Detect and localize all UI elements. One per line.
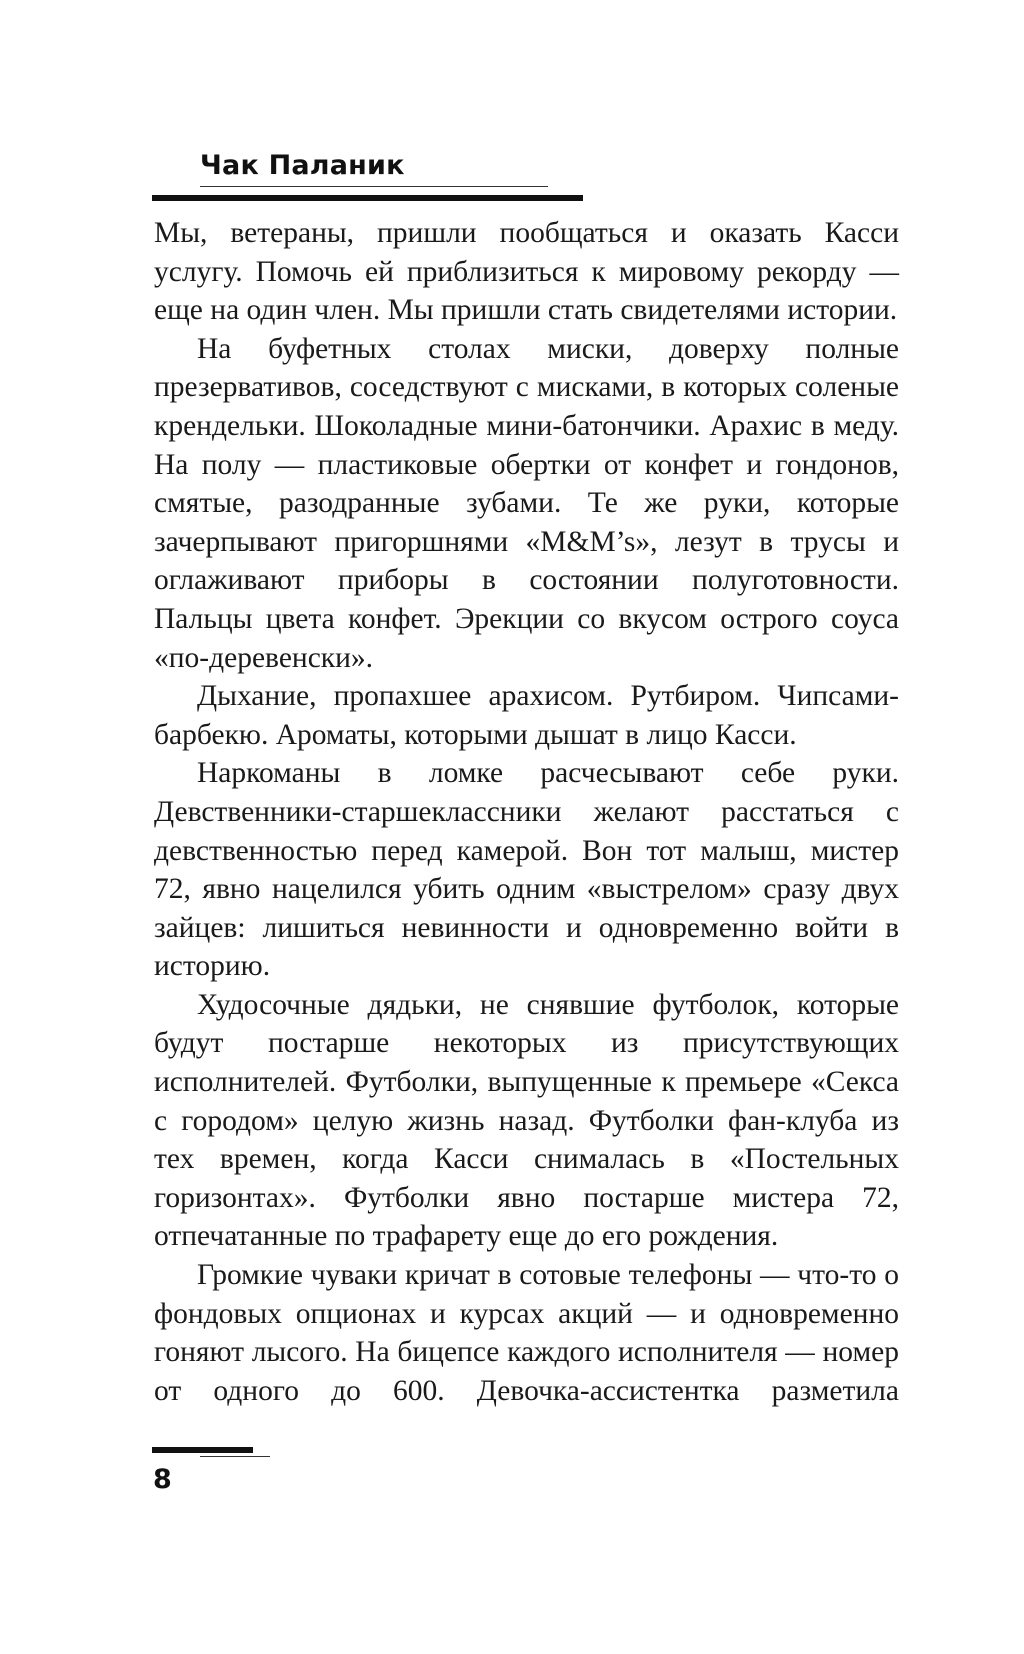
header-thin-rule bbox=[200, 186, 548, 187]
paragraph-3: Дыхание, пропахшее арахисом. Рутбиром. Чипсами-барбекю. Ароматы, которыми дышат в лицо Касси. bbox=[154, 680, 899, 751]
header-thick-rule bbox=[152, 195, 583, 201]
body-text bbox=[154, 214, 899, 1410]
paragraph-4: Наркоманы в ломке расчесывают себе руки. Девственники-старшеклассники желают расстаться с девственностью перед камерой. Вон тот малыш, мистер 72, явно нацелился убить одним «выстрелом» сразу двух зайцев: лишиться невинности и одновременно войти в историю. bbox=[154, 757, 899, 983]
page-number: 8 bbox=[153, 1464, 172, 1495]
paragraph-5: Худосочные дядьки, не снявшие футболок, которые будут постарше некоторых из присутствующих исполнителей. Футболки, выпущенные к премьере «Секса с городом» целую жизнь назад. Футболки фан-клуба из тех времен, когда Касси снималась в «Постельных горизонтах». Футболки явно постарше мистера 72, отпечатанные по трафарету еще до его рождения. bbox=[154, 988, 899, 1253]
running-head-author: Чак Паланик bbox=[200, 150, 405, 181]
paragraph-1: Мы, ветераны, пришли пообщаться и оказать Касси услугу. Помочь ей приблизиться к мировому рекорду — еще на один член. Мы пришли стать свидетелями истории. bbox=[154, 217, 899, 327]
paragraph-6: Громкие чуваки кричат в сотовые телефоны — что-то о фондовых опционах и курсах акций — и одновременно гоняют лысого. На бицепсе каждого исполнителя — номер от одного до 600. Девочка-ассистентка разметила bbox=[154, 1259, 899, 1407]
paragraph-2: На буфетных столах миски, доверху полные презервативов, соседствуют с мисками, в которых соленые крендельки. Шоколадные мини-батончики. Арахис в меду. На полу — пластиковые обертки от конфет и гондонов, смятые, разодранные зубами. Те же руки, которые зачерпывают пригоршнями «M&M’s», лезут в трусы и оглаживают приборы в состоянии полуготовности. Пальцы цвета конфет. Эрекции со вкусом острого соуса «по-деревенски». bbox=[154, 332, 899, 674]
footer-thick-rule bbox=[152, 1447, 253, 1453]
footer-thin-rule bbox=[200, 1456, 270, 1457]
